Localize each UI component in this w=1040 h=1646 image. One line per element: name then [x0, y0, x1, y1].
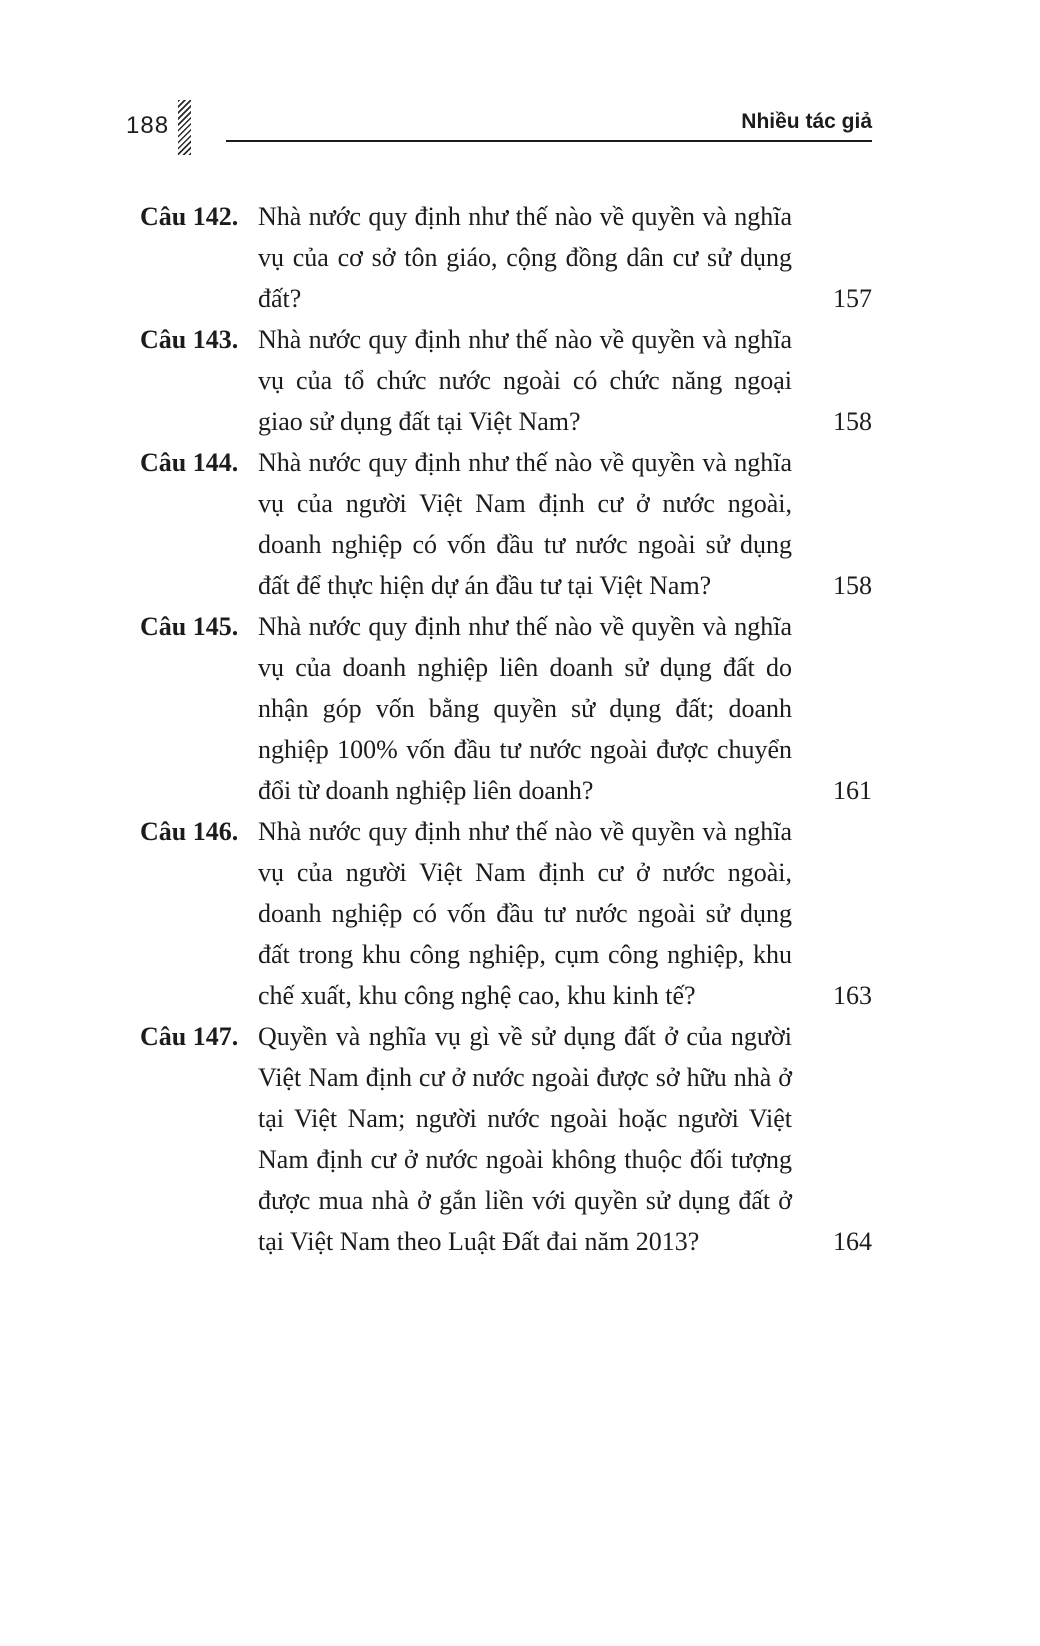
- running-title: Nhiều tác giả: [741, 110, 872, 133]
- toc-entry-text: Nhà nước quy định như thế nào về quyền và nghĩa vụ của cơ sở tôn giáo, cộng đồng dân cư sử dụng đất?: [258, 202, 792, 313]
- toc-entry-text: Nhà nước quy định như thế nào về quyền và nghĩa vụ của tổ chức nước ngoài có chức năng ngoại giao sử dụng đất tại Việt Nam?: [258, 325, 792, 436]
- toc-entry-text: Quyền và nghĩa vụ gì về sử dụng đất ở của người Việt Nam định cư ở nước ngoài được sở hữu nhà ở tại Việt Nam; người nước ngoài hoặc người Việt Nam định cư ở nước ngoài không thuộc đối tượng được mua nhà ở gắn liền với quyền sử dụng đất ở tại Việt Nam theo Luật Đất đai năm 2013?: [258, 1022, 792, 1256]
- toc-entry-label: Câu 147.: [140, 1022, 239, 1051]
- page-header: [0, 100, 1040, 160]
- toc-entry-label: Câu 144.: [140, 448, 239, 477]
- toc-entry: [140, 442, 872, 606]
- toc-entry: [140, 606, 872, 811]
- toc-entry-page: 164: [833, 1227, 872, 1256]
- toc-entry-page: 161: [833, 776, 872, 805]
- toc-entry-page: 157: [833, 284, 872, 313]
- toc-entry: [140, 196, 872, 319]
- toc-entry-label: Câu 146.: [140, 817, 239, 846]
- toc-entry-label: Câu 143.: [140, 325, 239, 354]
- table-of-contents: [140, 196, 872, 1262]
- toc-entry: [140, 319, 872, 442]
- toc-entry-label: Câu 142.: [140, 202, 239, 231]
- toc-entry-page: 163: [833, 981, 872, 1010]
- page-number: 188: [126, 112, 170, 139]
- header-rule: [226, 140, 872, 142]
- hatch-ornament-icon: [178, 100, 191, 155]
- toc-entry-page: 158: [833, 571, 872, 600]
- toc-entry: [140, 1016, 872, 1262]
- toc-entry-text: Nhà nước quy định như thế nào về quyền và nghĩa vụ của doanh nghiệp liên doanh sử dụng đất do nhận góp vốn bằng quyền sử dụng đất; doanh nghiệp 100% vốn đầu tư nước ngoài được chuyển đổi từ doanh nghiệp liên doanh?: [258, 612, 792, 805]
- toc-entry-label: Câu 145.: [140, 612, 239, 641]
- toc-entry: [140, 811, 872, 1016]
- toc-entry-page: 158: [833, 407, 872, 436]
- toc-entry-text: Nhà nước quy định như thế nào về quyền và nghĩa vụ của người Việt Nam định cư ở nước ngoài, doanh nghiệp có vốn đầu tư nước ngoài sử dụng đất để thực hiện dự án đầu tư tại Việt Nam?: [258, 448, 792, 600]
- toc-entry-text: Nhà nước quy định như thế nào về quyền và nghĩa vụ của người Việt Nam định cư ở nước ngoài, doanh nghiệp có vốn đầu tư nước ngoài sử dụng đất trong khu công nghiệp, cụm công nghiệp, khu chế xuất, khu công nghệ cao, khu kinh tế?: [258, 817, 792, 1010]
